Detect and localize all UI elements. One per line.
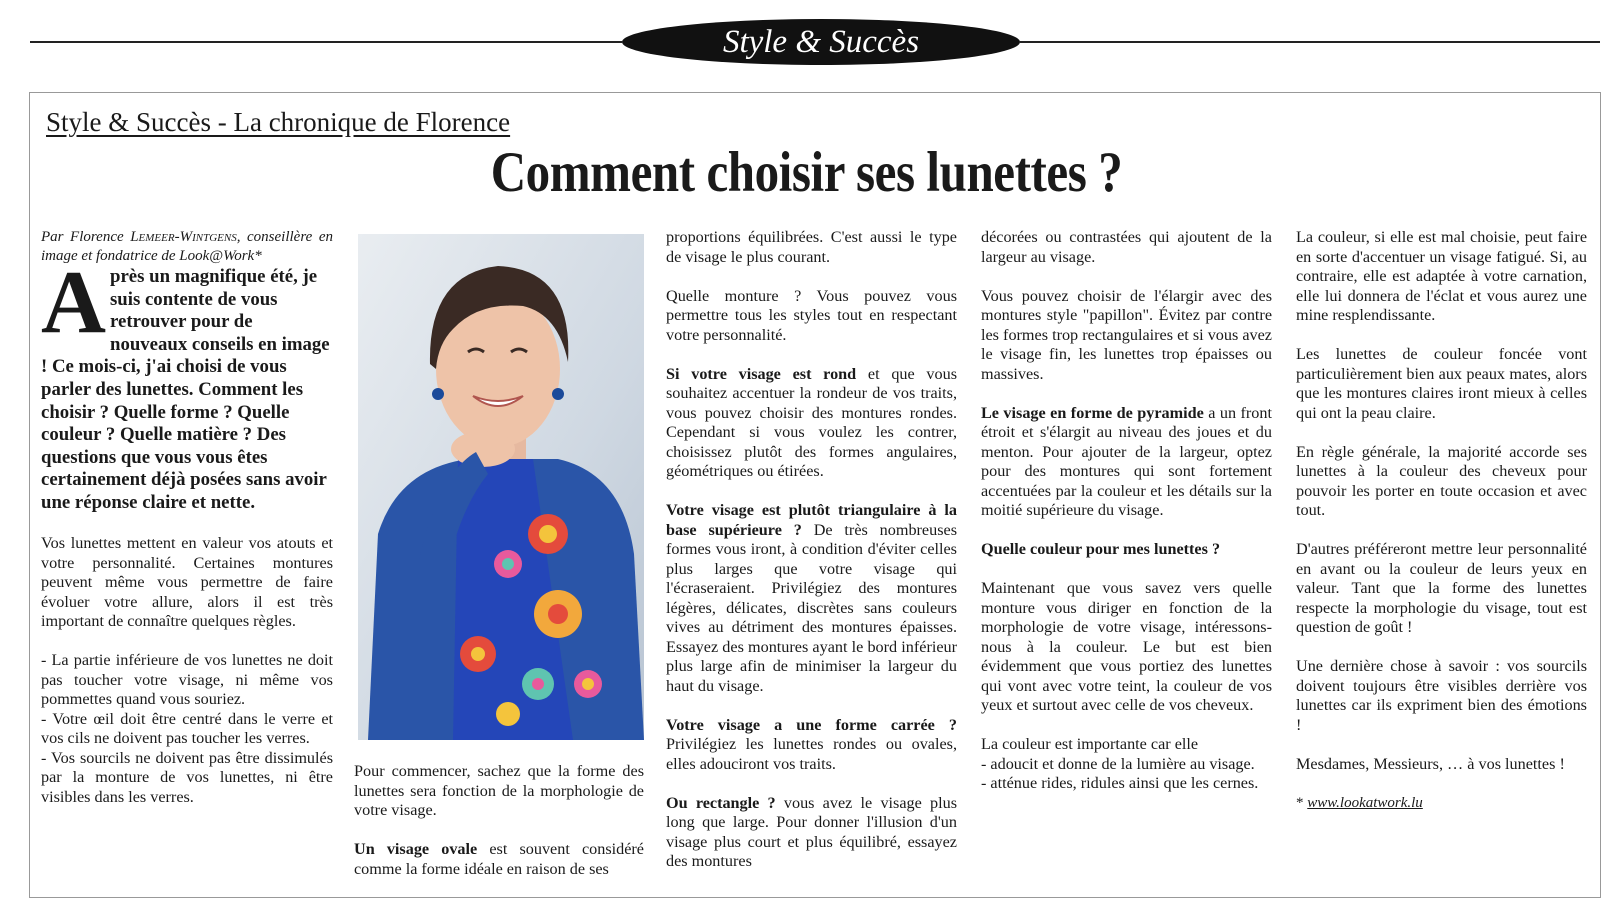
footnote bbox=[1296, 794, 1587, 814]
article-kicker: Style & Succès - La chronique de Florence bbox=[46, 107, 511, 137]
bold-phrase: Un visage ovale bbox=[354, 840, 478, 858]
paragraph-text: est souvent considéré comme la forme idéale en raison de ses bbox=[354, 840, 644, 878]
paragraph bbox=[666, 716, 957, 775]
byline-author: Lemeer-Wintgens bbox=[130, 229, 237, 245]
subheading: Quelle couleur pour mes lunettes ? bbox=[981, 540, 1221, 558]
paragraph: La couleur est importante car elle bbox=[981, 735, 1199, 753]
paragraph: En règle générale, la majorité accorde ses lunettes à la couleur des cheveux pour pouvoir les porter en toute occasion et avec tout. bbox=[1296, 442, 1587, 519]
paragraph-text: et que vous souhaitez accentuer la rondeur de vos traits, vous pouvez choisir des montures rondes. Cependant si vous voulez les contrer, choisissez plutôt des formes angulaires, géométriques ou étirées. bbox=[666, 364, 957, 480]
paragraph bbox=[666, 365, 957, 482]
lead-paragraph bbox=[41, 253, 333, 515]
paragraph bbox=[981, 404, 1272, 521]
paragraph: Vos lunettes mettent en valeur vos atouts et votre personnalité. Certaines montures peuvent même vous permettre de faire évoluer votre allure, alors il est très important de connaître quelques règles. bbox=[41, 534, 333, 631]
author-photo bbox=[358, 234, 644, 740]
dropcap: A bbox=[41, 253, 106, 352]
footnote-mark: * bbox=[1296, 794, 1308, 811]
rule-item: - Vos sourcils ne doivent pas être dissimulés par la monture de vos lunettes, ni être visibles dans les verres. bbox=[41, 748, 333, 806]
paragraph: proportions équilibrées. C'est aussi le type de visage le plus courant. bbox=[666, 228, 957, 266]
byline-prefix: Par Florence bbox=[41, 229, 131, 245]
paragraph: Pour commencer, sachez que la forme des lunettes sera fonction de la morphologie de votre visage. bbox=[354, 762, 644, 819]
paragraph: Maintenant que vous savez vers quelle monture vous diriger en fonction de la morphologie de votre visage, intéressons-nous à la couleur. Le but est bien évidemment que vous portiez des lunettes qui vont avec votre teint, la couleur de vos yeux et surtout avec celle de vos cheveux. bbox=[981, 579, 1272, 714]
website-link[interactable]: www.lookatwork.lu bbox=[1307, 794, 1423, 811]
paragraph: Quelle monture ? Vous pouvez vous permettre tous les styles tout en respectant votre personnalité. bbox=[666, 286, 957, 344]
paragraph: La couleur, si elle est mal choisie, peut faire en sorte d'accentuer un visage fatigué. Si, au contraire, elle est adaptée à votre carnation, elle lui donnera de l'éclat et vous aurez une mine resplendissante. bbox=[1296, 228, 1587, 324]
paragraph: Vous pouvez choisir de l'élargir avec des montures style "papillon". Évitez par contre les formes trop rectangulaires et si vous avez le visage fin, les lunettes trop épaisses ou massives. bbox=[981, 286, 1272, 383]
paragraph: Les lunettes de couleur foncée vont particulièrement bien aux peaux mates, alors que les montures claires iront mieux à celles qui ont la peau claire. bbox=[1296, 345, 1587, 422]
paragraph-text: Privilégiez les lunettes rondes ou ovales, elles adouciront vos traits. bbox=[666, 735, 957, 773]
section-title: Style & Succès bbox=[622, 19, 1020, 65]
masthead-rule-right bbox=[1020, 41, 1600, 43]
bold-phrase: Le visage en forme de pyramide bbox=[981, 403, 1204, 422]
rule-item: - La partie inférieure de vos lunettes ne doit pas toucher votre visage, ni même vos pommettes quand vous souriez. bbox=[41, 651, 333, 709]
column-3 bbox=[666, 228, 957, 891]
paragraph bbox=[666, 501, 957, 696]
rule-item: - Votre œil doit être centré dans le verre et vos cils ne doivent pas toucher les verres. bbox=[41, 709, 333, 748]
article-headline: Comment choisir ses lunettes ? bbox=[490, 141, 1123, 204]
bold-phrase: Ou rectangle ? bbox=[666, 793, 776, 812]
bold-phrase: Votre visage est plutôt triangulaire à la base supérieure ? bbox=[666, 501, 957, 539]
bold-phrase: Si votre visage est rond bbox=[666, 364, 857, 383]
list-item: - atténue rides, ridules ainsi que les cernes. bbox=[981, 774, 1259, 792]
paragraph-text: vous avez le visage plus long que large. Pour donner l'illusion d'un visage plus court et plus équilibré, essayez des montures bbox=[666, 793, 957, 870]
paragraph-text: De très nombreuses formes vous iront, à condition d'éviter celles plus larges que votre visage qui l'écraseraient. Privilégiez des montures légères, délicates, discrètes sans couleurs vives au détriment des montures épaisses. Essayez des montures ayant le bord inférieur plus large afin de minimiser la largeur du haut du visage. bbox=[666, 520, 957, 695]
paragraph bbox=[666, 794, 957, 872]
bold-phrase: Votre visage a une forme carrée ? bbox=[666, 715, 957, 734]
lead-text: près un magnifique été, je suis contente de vous retrouver pour de nouveaux conseils en image ! Ce mois-ci, j'ai choisi de vous parler des lunettes. Comment les choisir ? Quelle forme ? Quelle couleur ? Quelle matière ? Des questions que vous vous êtes certainement déjà posées sans avoir une réponse claire et nette. bbox=[41, 266, 330, 513]
paragraph: Une dernière chose à savoir : vos sourcils doivent toujours être visibles derrière vos lunettes car ils expriment bien des émotions ! bbox=[1296, 657, 1587, 734]
paragraph: décorées ou contrastées qui ajoutent de la largeur au visage. bbox=[981, 228, 1272, 266]
column-4 bbox=[981, 228, 1272, 794]
paragraph bbox=[354, 840, 644, 879]
masthead-rule-left bbox=[30, 41, 622, 43]
column-1 bbox=[41, 228, 333, 807]
paragraph-text: a un front étroit et s'élargit au niveau des joues et du menton. Pour ajouter de la largeur, optez pour des montures qui sont fortement accentuées par la couleur et les détails sur la moitié supérieure du visage. bbox=[981, 403, 1272, 519]
paragraph: Mesdames, Messieurs, … à vos lunettes ! bbox=[1296, 754, 1565, 773]
byline bbox=[41, 228, 333, 266]
column-5 bbox=[1296, 228, 1587, 833]
column-2 bbox=[354, 762, 644, 899]
byline-suffix: , conseillère en image et fondatrice de Look@Work* bbox=[41, 229, 333, 264]
list-item: - adoucit et donne de la lumière au visage. bbox=[981, 754, 1255, 773]
paragraph: D'autres préféreront mettre leur personnalité en avant ou la couleur de leurs yeux en valeur. Tant que la forme des lunettes respecte la morphologie du visage, tout est question de goût ! bbox=[1296, 540, 1587, 636]
